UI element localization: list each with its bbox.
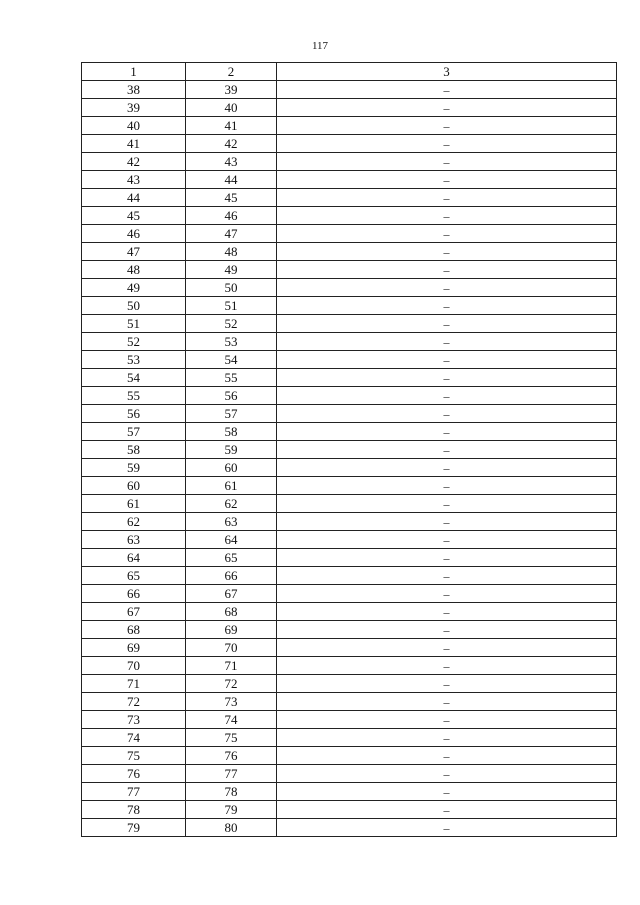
table-cell-col-2: 62 — [186, 495, 277, 513]
table-row — [82, 567, 617, 585]
table-cell-col-3: – — [277, 639, 617, 657]
table-row — [82, 423, 617, 441]
table-cell-col-2: 58 — [186, 423, 277, 441]
table-row — [82, 765, 617, 783]
table-cell-col-1: 52 — [82, 333, 186, 351]
table-cell-col-1: 46 — [82, 225, 186, 243]
table-cell-col-3: – — [277, 459, 617, 477]
table-cell-col-2: 74 — [186, 711, 277, 729]
table-cell-col-2: 43 — [186, 153, 277, 171]
table-cell-col-1: 77 — [82, 783, 186, 801]
column-header-1: 1 — [82, 63, 186, 81]
table-cell-col-1: 42 — [82, 153, 186, 171]
table-row — [82, 261, 617, 279]
table-cell-col-3: – — [277, 801, 617, 819]
column-header-3: 3 — [277, 63, 617, 81]
table-row — [82, 351, 617, 369]
table-row — [82, 279, 617, 297]
table-cell-col-2: 40 — [186, 99, 277, 117]
table-cell-col-2: 47 — [186, 225, 277, 243]
table-row — [82, 171, 617, 189]
table-cell-col-3: – — [277, 567, 617, 585]
table-cell-col-1: 51 — [82, 315, 186, 333]
table-cell-col-3: – — [277, 99, 617, 117]
table-cell-col-2: 71 — [186, 657, 277, 675]
table-cell-col-1: 47 — [82, 243, 186, 261]
table-cell-col-3: – — [277, 117, 617, 135]
table-cell-col-2: 66 — [186, 567, 277, 585]
table-cell-col-1: 60 — [82, 477, 186, 495]
table-cell-col-3: – — [277, 765, 617, 783]
table-cell-col-1: 72 — [82, 693, 186, 711]
table-cell-col-1: 68 — [82, 621, 186, 639]
table-cell-col-2: 60 — [186, 459, 277, 477]
table-cell-col-3: – — [277, 423, 617, 441]
table-cell-col-2: 65 — [186, 549, 277, 567]
table-cell-col-1: 53 — [82, 351, 186, 369]
table-cell-col-1: 62 — [82, 513, 186, 531]
table-cell-col-1: 69 — [82, 639, 186, 657]
table-cell-col-2: 63 — [186, 513, 277, 531]
table-cell-col-1: 49 — [82, 279, 186, 297]
table-row — [82, 459, 617, 477]
table-cell-col-1: 74 — [82, 729, 186, 747]
table-cell-col-3: – — [277, 657, 617, 675]
table-cell-col-1: 50 — [82, 297, 186, 315]
table-cell-col-1: 66 — [82, 585, 186, 603]
table-cell-col-2: 68 — [186, 603, 277, 621]
table-cell-col-2: 77 — [186, 765, 277, 783]
table-cell-col-1: 45 — [82, 207, 186, 225]
table-cell-col-1: 55 — [82, 387, 186, 405]
table-row — [82, 369, 617, 387]
table-cell-col-1: 70 — [82, 657, 186, 675]
table-row — [82, 477, 617, 495]
table-cell-col-2: 79 — [186, 801, 277, 819]
table-cell-col-3: – — [277, 747, 617, 765]
table-cell-col-1: 56 — [82, 405, 186, 423]
table-row — [82, 783, 617, 801]
table-cell-col-3: – — [277, 711, 617, 729]
table-cell-col-3: – — [277, 783, 617, 801]
table-cell-col-3: – — [277, 585, 617, 603]
table-cell-col-1: 48 — [82, 261, 186, 279]
table-cell-col-2: 44 — [186, 171, 277, 189]
table-cell-col-3: – — [277, 153, 617, 171]
table-cell-col-3: – — [277, 693, 617, 711]
table-cell-col-1: 57 — [82, 423, 186, 441]
table-row — [82, 693, 617, 711]
table-cell-col-3: – — [277, 387, 617, 405]
table-cell-col-3: – — [277, 351, 617, 369]
table-cell-col-2: 42 — [186, 135, 277, 153]
table-cell-col-3: – — [277, 603, 617, 621]
table-cell-col-2: 53 — [186, 333, 277, 351]
table-cell-col-2: 39 — [186, 81, 277, 99]
table-cell-col-1: 71 — [82, 675, 186, 693]
table-cell-col-1: 67 — [82, 603, 186, 621]
table-row — [82, 243, 617, 261]
table-row — [82, 513, 617, 531]
table-cell-col-2: 54 — [186, 351, 277, 369]
table-cell-col-3: – — [277, 531, 617, 549]
table-row — [82, 387, 617, 405]
table-cell-col-1: 44 — [82, 189, 186, 207]
table-row — [82, 315, 617, 333]
table-row — [82, 585, 617, 603]
table-cell-col-3: – — [277, 621, 617, 639]
table-cell-col-1: 63 — [82, 531, 186, 549]
table-row — [82, 441, 617, 459]
table-row — [82, 675, 617, 693]
table-cell-col-3: – — [277, 675, 617, 693]
table-row — [82, 81, 617, 99]
table-cell-col-2: 46 — [186, 207, 277, 225]
table-cell-col-3: – — [277, 369, 617, 387]
table-cell-col-3: – — [277, 441, 617, 459]
data-table — [81, 62, 617, 837]
table-cell-col-3: – — [277, 81, 617, 99]
table-cell-col-3: – — [277, 189, 617, 207]
table-cell-col-3: – — [277, 225, 617, 243]
table-row — [82, 747, 617, 765]
table-cell-col-3: – — [277, 315, 617, 333]
table-row — [82, 225, 617, 243]
table-row — [82, 801, 617, 819]
table-cell-col-3: – — [277, 135, 617, 153]
table-cell-col-3: – — [277, 297, 617, 315]
table-cell-col-3: – — [277, 495, 617, 513]
table-cell-col-1: 58 — [82, 441, 186, 459]
table-cell-col-3: – — [277, 405, 617, 423]
table-cell-col-2: 80 — [186, 819, 277, 837]
table-cell-col-1: 54 — [82, 369, 186, 387]
header-row — [82, 63, 617, 81]
table-cell-col-2: 41 — [186, 117, 277, 135]
table-cell-col-1: 73 — [82, 711, 186, 729]
table-row — [82, 117, 617, 135]
table-cell-col-1: 43 — [82, 171, 186, 189]
table-cell-col-1: 59 — [82, 459, 186, 477]
table-row — [82, 153, 617, 171]
table-cell-col-2: 48 — [186, 243, 277, 261]
table-cell-col-1: 75 — [82, 747, 186, 765]
table-cell-col-2: 55 — [186, 369, 277, 387]
table-row — [82, 729, 617, 747]
table-row — [82, 621, 617, 639]
table-cell-col-2: 59 — [186, 441, 277, 459]
table-cell-col-2: 51 — [186, 297, 277, 315]
table-cell-col-3: – — [277, 279, 617, 297]
table-cell-col-2: 49 — [186, 261, 277, 279]
table-cell-col-2: 50 — [186, 279, 277, 297]
table-cell-col-3: – — [277, 333, 617, 351]
table-row — [82, 297, 617, 315]
table-cell-col-2: 56 — [186, 387, 277, 405]
table-cell-col-1: 38 — [82, 81, 186, 99]
table-row — [82, 819, 617, 837]
table-cell-col-3: – — [277, 261, 617, 279]
table-cell-col-3: – — [277, 819, 617, 837]
table-cell-col-1: 65 — [82, 567, 186, 585]
table-cell-col-1: 78 — [82, 801, 186, 819]
table-cell-col-1: 61 — [82, 495, 186, 513]
table-cell-col-1: 41 — [82, 135, 186, 153]
table-row — [82, 207, 617, 225]
table-row — [82, 711, 617, 729]
table-cell-col-2: 76 — [186, 747, 277, 765]
table-row — [82, 603, 617, 621]
table-body — [82, 81, 617, 837]
table-cell-col-3: – — [277, 207, 617, 225]
table-cell-col-1: 39 — [82, 99, 186, 117]
table-row — [82, 135, 617, 153]
table-cell-col-2: 72 — [186, 675, 277, 693]
table-row — [82, 531, 617, 549]
table-cell-col-3: – — [277, 171, 617, 189]
table-cell-col-2: 70 — [186, 639, 277, 657]
table-cell-col-1: 79 — [82, 819, 186, 837]
table-cell-col-2: 57 — [186, 405, 277, 423]
table-cell-col-2: 78 — [186, 783, 277, 801]
table-cell-col-2: 61 — [186, 477, 277, 495]
table-row — [82, 405, 617, 423]
table-cell-col-2: 52 — [186, 315, 277, 333]
table-cell-col-2: 67 — [186, 585, 277, 603]
table-cell-col-3: – — [277, 729, 617, 747]
table-cell-col-2: 75 — [186, 729, 277, 747]
table-cell-col-1: 64 — [82, 549, 186, 567]
table-cell-col-3: – — [277, 513, 617, 531]
column-header-2: 2 — [186, 63, 277, 81]
table-row — [82, 99, 617, 117]
table-row — [82, 549, 617, 567]
page-number: 117 — [311, 40, 329, 52]
table-cell-col-1: 40 — [82, 117, 186, 135]
table-cell-col-3: – — [277, 549, 617, 567]
table-cell-col-2: 73 — [186, 693, 277, 711]
table-cell-col-3: – — [277, 477, 617, 495]
table-cell-col-3: – — [277, 243, 617, 261]
table-cell-col-2: 45 — [186, 189, 277, 207]
table-header — [82, 63, 617, 81]
table-row — [82, 495, 617, 513]
table-cell-col-1: 76 — [82, 765, 186, 783]
table-row — [82, 333, 617, 351]
table-cell-col-2: 69 — [186, 621, 277, 639]
table-row — [82, 189, 617, 207]
table-row — [82, 639, 617, 657]
table-cell-col-2: 64 — [186, 531, 277, 549]
table-row — [82, 657, 617, 675]
